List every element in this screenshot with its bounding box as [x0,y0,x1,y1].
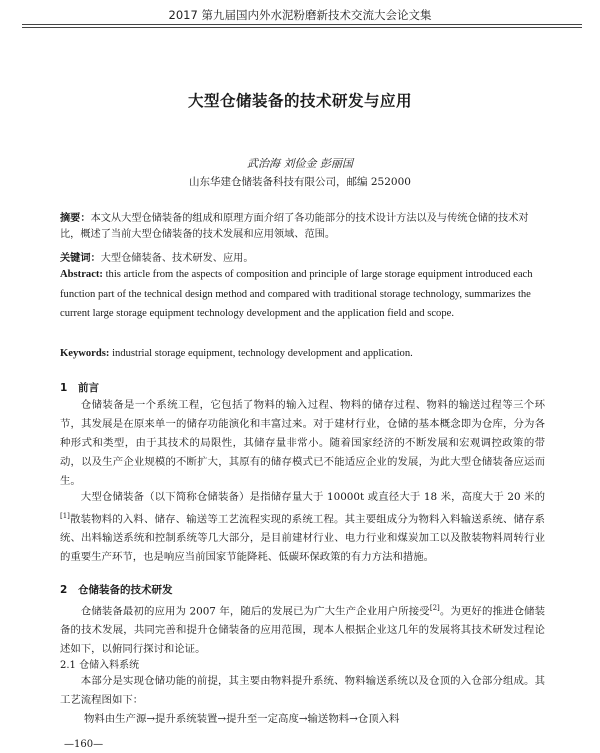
abstract-en [60,265,540,324]
abstract-cn [60,210,540,243]
citation-1: [1] [60,512,70,520]
section-1-para-2-b: 散装物料的入料、储存、输送等工艺流程实现的系统工程。其主要组成分为物料入料输送系统、储存系统、出料输送系统和控制系统等几大部分，是目前建材行业、电力行业和煤炭加工以及散装物料周转行业的重要生产环节，也是响应当前国家节能降耗、低碳环保政策的有力方法和措施。 [60,513,545,564]
section-1-para-1: 仓储装备是一个系统工程，它包括了物料的输入过程、物料的储存过程、物料的输送过程等三个环节，其发展是在原来单一的储存功能演化和丰富过来。对于建材行业，仓储的基本概念即为仓库，分为各种形式和类型，由于其技术的局限性，其储存量非常小。随着国家经济的不断发展和宏观调控政策的带动，以及生产企业规模的不断扩大，其原有的储存模式已不能适应企业的发展，为此大型仓储装备应运而生。 [60,399,545,487]
page-number: —160— [64,739,104,750]
paper-title: 大型仓储装备的技术研发与应用 [187,92,412,110]
keywords-en-label: Keywords: [60,348,110,359]
running-header: 2017 第九届国内外水泥粉磨新技术交流大会论文集 [168,8,432,22]
keywords-cn-label: 关键词： [60,252,101,264]
section-1-para-2 [60,488,545,567]
section-1-number: 1 [60,382,68,394]
section-1-heading [60,380,99,395]
section-2-para-1-b: 。为更好的推进仓储装备的技术发展，共同完善和提升仓储装备的应用范围，现本人根据企业这几年的发展将其技术研发过程论述如下，以俯同行探讨和论证。 [60,605,546,656]
section-1-title: 前言 [78,382,99,394]
keywords-cn-text: 大型仓储装备、技术研发、应用。 [100,253,254,264]
section-2-heading [60,582,173,597]
affiliation: 山东华建仓储装备科技有限公司，邮编 252000 [189,176,411,188]
process-flow: 物料由生产源→提升系统装置→提升至一定高度→输送物料→仓顶入料 [84,713,400,725]
header-rule-top [22,24,582,25]
keywords-en [60,344,540,364]
citation-2: [2] [429,604,440,612]
abstract-en-label: Abstract: [60,269,103,280]
header-rule-bottom [22,27,582,28]
section-1-para-2-a: 大型仓储装备（以下简称仓储装备）是指储存量大于 10000t 或直径大于 18 米，高度大于 20 米的 [80,491,545,503]
section-2-title: 仓储装备的技术研发 [78,584,173,596]
keywords-en-text: industrial storage equipment, technology development and application. [112,348,413,359]
section-2-1-heading: 2.1 仓储入料系统 [60,660,140,671]
abstract-cn-text: 本文从大型仓储装备的组成和原理方面介绍了各功能部分的技术设计方法以及与传统仓储的技术对比，概述了当前大型仓储装备的技术发展和应用领域、范围。 [60,213,529,240]
abstract-cn-label: 摘要： [60,212,91,224]
section-2-para-1 [60,599,545,659]
section-2-number: 2 [60,584,68,596]
abstract-en-text: this article from the aspects of composition and principle of large storage equipment introduced each function part of the technical design method and compared with traditional storage technology, summarizes the current large storage equipment technology development and the application field and scope. [60,269,533,319]
section-2-1-para: 本部分是实现仓储功能的前提，其主要由物料提升系统、物料输送系统以及仓顶的入仓部分组成。其工艺流程图如下： [60,675,545,706]
section-2-para-1-a: 仓储装备最初的应用为 2007 年，随后的发展已为广大生产企业用户所接受 [80,605,430,618]
authors: 武治海 刘俭金 彭丽国 [247,157,353,170]
